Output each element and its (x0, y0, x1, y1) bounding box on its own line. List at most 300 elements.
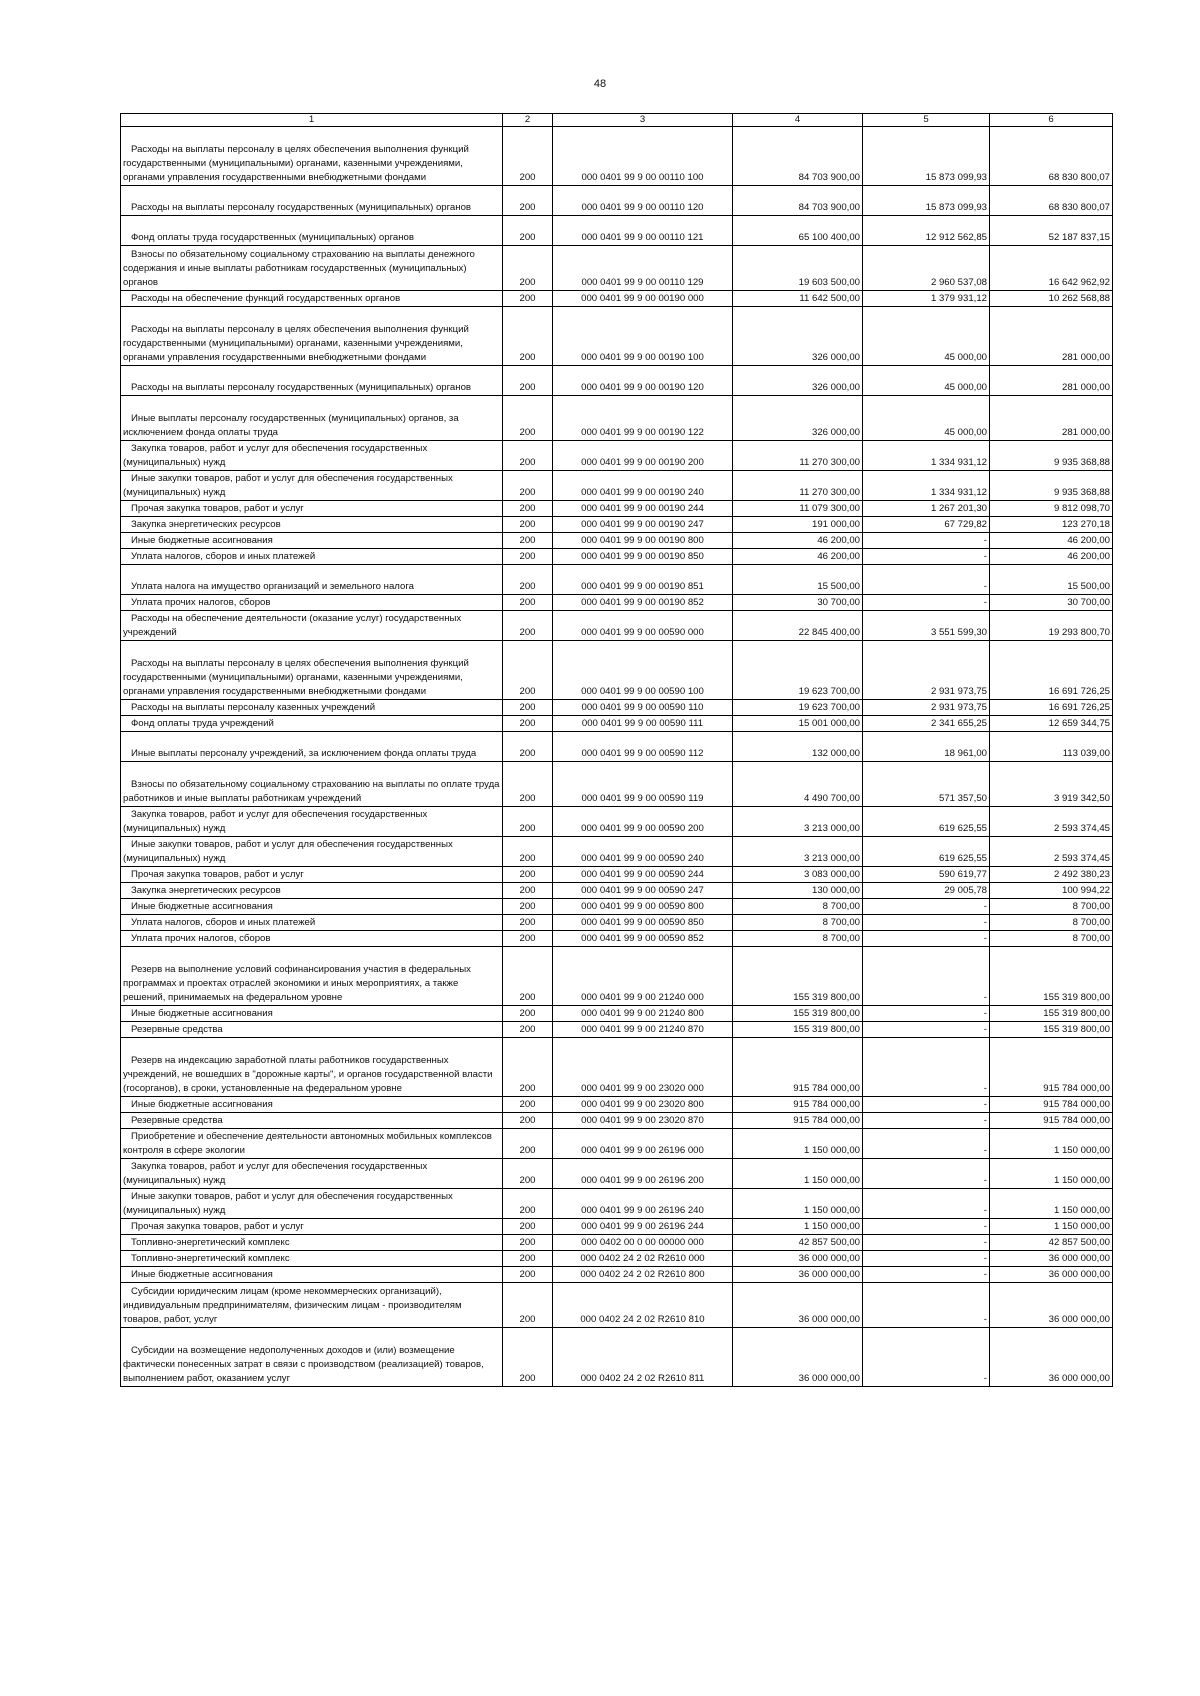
row-col5-cell: 45 000,00 (863, 396, 990, 441)
row-col2-cell: 200 (503, 441, 553, 471)
row-col4-cell: 11 270 300,00 (733, 471, 863, 501)
row-name-text: Приобретение и обеспечение деятельности автономных мобильных комплексов контроля в сфере экологии (123, 1131, 492, 1156)
row-col5-cell: 619 625,55 (863, 807, 990, 837)
row-name-text: Топливно-энергетический комплекс (131, 1237, 290, 1248)
table-row (121, 641, 1113, 700)
row-col4-cell: 8 700,00 (733, 915, 863, 931)
row-name-cell (121, 867, 503, 883)
row-name-text: Резерв на индексацию заработной платы работников государственных учреждений, не вошедших в "дорожные карты", и органов государственной власти (госорганов), в сроки, установленные на федеральном уровне (123, 1055, 493, 1094)
row-col4-cell: 22 845 400,00 (733, 611, 863, 641)
row-code-cell: 000 0401 99 9 00 00190 850 (553, 549, 733, 565)
row-col2-cell: 200 (503, 291, 553, 307)
row-col6-cell: 281 000,00 (990, 307, 1113, 366)
row-code-cell: 000 0402 24 2 02 R2610 810 (553, 1283, 733, 1328)
row-name-cell (121, 807, 503, 837)
table-row (121, 1283, 1113, 1328)
row-code-cell: 000 0401 99 9 00 00190 000 (553, 291, 733, 307)
table-row (121, 1129, 1113, 1159)
row-col6-cell: 155 319 800,00 (990, 947, 1113, 1006)
row-col5-cell: 2 960 537,08 (863, 246, 990, 291)
column-header: 3 (553, 114, 733, 127)
row-col4-cell: 915 784 000,00 (733, 1097, 863, 1113)
row-name-cell (121, 396, 503, 441)
row-name-text: Расходы на выплаты персоналу в целях обеспечения выполнения функций государственными (муниципальными) органами, казенными учреждениями, органами управления государственными внебюджетными фондами (123, 144, 469, 183)
row-name-cell (121, 837, 503, 867)
row-col6-cell: 2 593 374,45 (990, 837, 1113, 867)
row-col6-cell: 2 593 374,45 (990, 807, 1113, 837)
row-col5-cell: 45 000,00 (863, 366, 990, 396)
row-code-cell: 000 0401 99 9 00 00190 852 (553, 595, 733, 611)
table-row (121, 883, 1113, 899)
table-row (121, 915, 1113, 931)
row-col5-cell: - (863, 1283, 990, 1328)
row-col5-cell: - (863, 1159, 990, 1189)
row-name-text: Уплата налогов, сборов и иных платежей (131, 551, 316, 562)
row-name-text: Субсидии юридическим лицам (кроме некоммерческих организаций), индивидуальным предпринимателям, физическим лицам - производителям товаров, работ, услуг (123, 1286, 462, 1325)
row-col2-cell: 200 (503, 471, 553, 501)
row-code-cell: 000 0401 99 9 00 00590 112 (553, 732, 733, 762)
table-row (121, 396, 1113, 441)
table-row (121, 1006, 1113, 1022)
row-col2-cell: 200 (503, 1129, 553, 1159)
row-col2-cell: 200 (503, 517, 553, 533)
row-code-cell: 000 0401 99 9 00 00590 200 (553, 807, 733, 837)
row-name-cell (121, 1129, 503, 1159)
row-code-cell: 000 0401 99 9 00 00590 247 (553, 883, 733, 899)
row-name-cell (121, 1159, 503, 1189)
row-code-cell: 000 0401 99 9 00 00190 120 (553, 366, 733, 396)
row-col2-cell: 200 (503, 1113, 553, 1129)
row-col6-cell: 9 935 368,88 (990, 471, 1113, 501)
row-col6-cell: 16 691 726,25 (990, 641, 1113, 700)
table-row (121, 1189, 1113, 1219)
table-row (121, 1022, 1113, 1038)
row-col2-cell: 200 (503, 127, 553, 186)
row-name-cell (121, 127, 503, 186)
row-name-cell (121, 441, 503, 471)
row-col5-cell: 15 873 099,93 (863, 186, 990, 216)
row-col6-cell: 46 200,00 (990, 533, 1113, 549)
row-name-cell (121, 307, 503, 366)
row-col4-cell: 42 857 500,00 (733, 1235, 863, 1251)
row-code-cell: 000 0401 99 9 00 00190 200 (553, 441, 733, 471)
row-col6-cell: 16 691 726,25 (990, 700, 1113, 716)
row-col6-cell: 68 830 800,07 (990, 186, 1113, 216)
row-col6-cell: 12 659 344,75 (990, 716, 1113, 732)
row-col5-cell: 67 729,82 (863, 517, 990, 533)
row-col6-cell: 36 000 000,00 (990, 1328, 1113, 1387)
row-name-cell (121, 1038, 503, 1097)
row-col4-cell: 84 703 900,00 (733, 127, 863, 186)
row-name-cell (121, 501, 503, 517)
row-code-cell: 000 0401 99 9 00 00190 240 (553, 471, 733, 501)
row-code-cell: 000 0401 99 9 00 00590 244 (553, 867, 733, 883)
row-name-cell (121, 366, 503, 396)
row-col5-cell: 2 341 655,25 (863, 716, 990, 732)
row-col6-cell: 46 200,00 (990, 549, 1113, 565)
row-name-cell (121, 1267, 503, 1283)
row-name-cell (121, 716, 503, 732)
row-name-cell (121, 1219, 503, 1235)
row-col4-cell: 155 319 800,00 (733, 1022, 863, 1038)
column-header: 2 (503, 114, 553, 127)
row-col4-cell: 84 703 900,00 (733, 186, 863, 216)
row-col5-cell: 15 873 099,93 (863, 127, 990, 186)
row-col2-cell: 200 (503, 641, 553, 700)
row-name-text: Расходы на выплаты персоналу в целях обеспечения выполнения функций государственными (муниципальными) органами, казенными учреждениями, органами управления государственными внебюджетными фондами (123, 658, 469, 697)
row-code-cell: 000 0401 99 9 00 26196 240 (553, 1189, 733, 1219)
row-name-cell (121, 1006, 503, 1022)
row-col4-cell: 3 083 000,00 (733, 867, 863, 883)
row-col2-cell: 200 (503, 246, 553, 291)
row-col4-cell: 155 319 800,00 (733, 1006, 863, 1022)
row-col5-cell: - (863, 1219, 990, 1235)
row-col5-cell: 2 931 973,75 (863, 700, 990, 716)
row-col2-cell: 200 (503, 931, 553, 947)
row-name-text: Расходы на выплаты персоналу казенных учреждений (131, 702, 376, 713)
table-row (121, 807, 1113, 837)
row-name-cell (121, 216, 503, 246)
row-col2-cell: 200 (503, 1267, 553, 1283)
table-row (121, 1113, 1113, 1129)
row-name-text: Прочая закупка товаров, работ и услуг (131, 869, 304, 880)
row-col5-cell: - (863, 565, 990, 595)
row-code-cell: 000 0401 99 9 00 00590 800 (553, 899, 733, 915)
row-name-text: Закупка товаров, работ и услуг для обеспечения государственных (муниципальных) нужд (123, 443, 428, 468)
row-code-cell: 000 0401 99 9 00 21240 000 (553, 947, 733, 1006)
row-code-cell: 000 0401 99 9 00 00190 244 (553, 501, 733, 517)
row-col6-cell: 36 000 000,00 (990, 1251, 1113, 1267)
table-row (121, 501, 1113, 517)
row-col5-cell: - (863, 549, 990, 565)
row-col2-cell: 200 (503, 716, 553, 732)
row-col6-cell: 915 784 000,00 (990, 1097, 1113, 1113)
row-name-text: Расходы на обеспечение деятельности (оказание услуг) государственных учреждений (123, 613, 462, 638)
row-col5-cell: 1 334 931,12 (863, 441, 990, 471)
row-col6-cell: 8 700,00 (990, 899, 1113, 915)
row-col6-cell: 1 150 000,00 (990, 1219, 1113, 1235)
row-col2-cell: 200 (503, 549, 553, 565)
row-col2-cell: 200 (503, 366, 553, 396)
table-row (121, 899, 1113, 915)
row-col2-cell: 200 (503, 700, 553, 716)
row-col2-cell: 200 (503, 732, 553, 762)
row-col4-cell: 65 100 400,00 (733, 216, 863, 246)
row-name-cell (121, 533, 503, 549)
row-name-cell (121, 899, 503, 915)
row-col2-cell: 200 (503, 1189, 553, 1219)
row-col5-cell: - (863, 947, 990, 1006)
row-name-text: Фонд оплаты труда учреждений (131, 718, 274, 729)
row-col5-cell: - (863, 1235, 990, 1251)
row-name-text: Фонд оплаты труда государственных (муниципальных) органов (131, 232, 414, 243)
row-code-cell: 000 0401 99 9 00 26196 000 (553, 1129, 733, 1159)
table-row (121, 762, 1113, 807)
row-col4-cell: 4 490 700,00 (733, 762, 863, 807)
column-header: 6 (990, 114, 1113, 127)
table-row (121, 216, 1113, 246)
row-name-text: Субсидии на возмещение недополученных доходов и (или) возмещение фактически понесенных затрат в связи с производством (реализацией) товаров, выполнением работ, оказанием услуг (123, 1345, 484, 1384)
row-col2-cell: 200 (503, 1283, 553, 1328)
row-code-cell: 000 0401 99 9 00 00190 800 (553, 533, 733, 549)
row-col5-cell: 18 961,00 (863, 732, 990, 762)
row-col2-cell: 200 (503, 1038, 553, 1097)
row-col5-cell: 12 912 562,85 (863, 216, 990, 246)
row-code-cell: 000 0401 99 9 00 26196 200 (553, 1159, 733, 1189)
row-name-text: Прочая закупка товаров, работ и услуг (131, 1221, 304, 1232)
row-code-cell: 000 0401 99 9 00 21240 870 (553, 1022, 733, 1038)
row-col5-cell: - (863, 1022, 990, 1038)
row-name-cell (121, 517, 503, 533)
table-row (121, 700, 1113, 716)
row-name-text: Расходы на обеспечение функций государственных органов (131, 293, 401, 304)
row-col2-cell: 200 (503, 533, 553, 549)
row-col5-cell: 571 357,50 (863, 762, 990, 807)
row-col5-cell: - (863, 1189, 990, 1219)
row-name-text: Иные выплаты персоналу государственных (муниципальных) органов, за исключением фонда оплаты труда (123, 413, 459, 438)
row-col6-cell: 3 919 342,50 (990, 762, 1113, 807)
table-row (121, 1267, 1113, 1283)
row-name-text: Резервные средства (131, 1024, 223, 1035)
row-col6-cell: 915 784 000,00 (990, 1038, 1113, 1097)
row-name-text: Закупка энергетических ресурсов (131, 885, 281, 896)
row-code-cell: 000 0401 99 9 00 00190 247 (553, 517, 733, 533)
table-row (121, 565, 1113, 595)
row-col5-cell: 590 619,77 (863, 867, 990, 883)
row-col2-cell: 200 (503, 947, 553, 1006)
row-col6-cell: 16 642 962,92 (990, 246, 1113, 291)
row-code-cell: 000 0401 99 9 00 00590 240 (553, 837, 733, 867)
row-col2-cell: 200 (503, 867, 553, 883)
row-col6-cell: 100 994,22 (990, 883, 1113, 899)
row-code-cell: 000 0401 99 9 00 00110 100 (553, 127, 733, 186)
table-row (121, 517, 1113, 533)
row-col5-cell: 2 931 973,75 (863, 641, 990, 700)
row-col2-cell: 200 (503, 1159, 553, 1189)
row-col4-cell: 1 150 000,00 (733, 1129, 863, 1159)
row-code-cell: 000 0402 24 2 02 R2610 000 (553, 1251, 733, 1267)
row-col2-cell: 200 (503, 837, 553, 867)
row-code-cell: 000 0402 24 2 02 R2610 800 (553, 1267, 733, 1283)
row-name-text: Уплата прочих налогов, сборов (131, 933, 271, 944)
row-col5-cell: 619 625,55 (863, 837, 990, 867)
row-col2-cell: 200 (503, 1251, 553, 1267)
row-name-cell (121, 762, 503, 807)
row-name-text: Уплата налога на имущество организаций и земельного налога (131, 581, 414, 592)
row-col2-cell: 200 (503, 216, 553, 246)
table-row (121, 595, 1113, 611)
page-number: 48 (593, 78, 607, 90)
row-name-text: Резервные средства (131, 1115, 223, 1126)
row-col6-cell: 68 830 800,07 (990, 127, 1113, 186)
row-col5-cell: - (863, 595, 990, 611)
row-name-text: Резерв на выполнение условий софинансирования участия в федеральных программах и проектах отраслей экономики и иных мероприятиях, а также решений, принимаемых на федеральном уровне (123, 964, 471, 1003)
row-code-cell: 000 0402 00 0 00 00000 000 (553, 1235, 733, 1251)
row-code-cell: 000 0402 24 2 02 R2610 811 (553, 1328, 733, 1387)
column-header: 5 (863, 114, 990, 127)
row-col6-cell: 52 187 837,15 (990, 216, 1113, 246)
table-row (121, 441, 1113, 471)
row-name-text: Расходы на выплаты персоналу государственных (муниципальных) органов (131, 202, 471, 213)
row-col6-cell: 281 000,00 (990, 396, 1113, 441)
row-name-cell (121, 291, 503, 307)
row-name-cell (121, 1235, 503, 1251)
row-col4-cell: 30 700,00 (733, 595, 863, 611)
row-col6-cell: 915 784 000,00 (990, 1113, 1113, 1129)
row-name-text: Иные бюджетные ассигнования (131, 1099, 273, 1110)
row-col6-cell: 36 000 000,00 (990, 1267, 1113, 1283)
row-col2-cell: 200 (503, 186, 553, 216)
row-name-text: Иные закупки товаров, работ и услуг для обеспечения государственных (муниципальных) нужд (123, 839, 453, 864)
row-col6-cell: 36 000 000,00 (990, 1283, 1113, 1328)
column-header: 1 (121, 114, 503, 127)
table-row (121, 837, 1113, 867)
row-code-cell: 000 0401 99 9 00 23020 870 (553, 1113, 733, 1129)
table-row (121, 127, 1113, 186)
row-name-cell (121, 1022, 503, 1038)
row-code-cell: 000 0401 99 9 00 00190 851 (553, 565, 733, 595)
row-col2-cell: 200 (503, 899, 553, 915)
row-col6-cell: 8 700,00 (990, 915, 1113, 931)
table-row (121, 931, 1113, 947)
row-col4-cell: 1 150 000,00 (733, 1159, 863, 1189)
row-col4-cell: 326 000,00 (733, 396, 863, 441)
row-col4-cell: 3 213 000,00 (733, 837, 863, 867)
row-name-text: Расходы на выплаты персоналу в целях обеспечения выполнения функций государственными (муниципальными) органами, казенными учреждениями, органами управления государственными внебюджетными фондами (123, 324, 469, 363)
table-row (121, 1038, 1113, 1097)
row-name-text: Уплата налогов, сборов и иных платежей (131, 917, 316, 928)
table-row (121, 246, 1113, 291)
column-header: 4 (733, 114, 863, 127)
row-name-cell (121, 732, 503, 762)
row-name-cell (121, 549, 503, 565)
row-name-cell (121, 1113, 503, 1129)
row-col2-cell: 200 (503, 307, 553, 366)
row-name-text: Взносы по обязательному социальному страхованию на выплаты денежного содержания и иные выплаты работникам государственных (муниципальных) органов (123, 249, 475, 288)
row-col4-cell: 19 623 700,00 (733, 700, 863, 716)
row-name-cell (121, 611, 503, 641)
table-row (121, 867, 1113, 883)
row-code-cell: 000 0401 99 9 00 23020 000 (553, 1038, 733, 1097)
table-row (121, 533, 1113, 549)
row-col5-cell: - (863, 931, 990, 947)
row-col4-cell: 19 603 500,00 (733, 246, 863, 291)
row-col2-cell: 200 (503, 565, 553, 595)
row-col6-cell: 113 039,00 (990, 732, 1113, 762)
row-col4-cell: 11 079 300,00 (733, 501, 863, 517)
row-name-cell (121, 471, 503, 501)
row-col5-cell: - (863, 1038, 990, 1097)
row-col5-cell: 45 000,00 (863, 307, 990, 366)
row-name-cell (121, 641, 503, 700)
row-name-text: Иные бюджетные ассигнования (131, 901, 273, 912)
row-col5-cell: - (863, 1267, 990, 1283)
table-row (121, 471, 1113, 501)
row-col4-cell: 326 000,00 (733, 307, 863, 366)
row-col6-cell: 8 700,00 (990, 931, 1113, 947)
table-row (121, 1251, 1113, 1267)
row-name-text: Расходы на выплаты персоналу государственных (муниципальных) органов (131, 382, 471, 393)
row-col2-cell: 200 (503, 1235, 553, 1251)
row-col2-cell: 200 (503, 1328, 553, 1387)
row-code-cell: 000 0401 99 9 00 23020 800 (553, 1097, 733, 1113)
row-col4-cell: 15 500,00 (733, 565, 863, 595)
row-col4-cell: 132 000,00 (733, 732, 863, 762)
row-col2-cell: 200 (503, 611, 553, 641)
row-col4-cell: 8 700,00 (733, 931, 863, 947)
table-row (121, 947, 1113, 1006)
row-col5-cell: 3 551 599,30 (863, 611, 990, 641)
row-col4-cell: 3 213 000,00 (733, 807, 863, 837)
row-name-text: Топливно-энергетический комплекс (131, 1253, 290, 1264)
row-col6-cell: 15 500,00 (990, 565, 1113, 595)
row-col4-cell: 1 150 000,00 (733, 1219, 863, 1235)
row-col4-cell: 191 000,00 (733, 517, 863, 533)
row-col2-cell: 200 (503, 1022, 553, 1038)
row-col4-cell: 130 000,00 (733, 883, 863, 899)
row-col5-cell: 1 334 931,12 (863, 471, 990, 501)
row-name-cell (121, 595, 503, 611)
row-col4-cell: 15 001 000,00 (733, 716, 863, 732)
row-col4-cell: 19 623 700,00 (733, 641, 863, 700)
row-name-text: Закупка энергетических ресурсов (131, 519, 281, 530)
table-row (121, 716, 1113, 732)
row-code-cell: 000 0401 99 9 00 00590 852 (553, 931, 733, 947)
row-col4-cell: 155 319 800,00 (733, 947, 863, 1006)
row-col4-cell: 915 784 000,00 (733, 1038, 863, 1097)
table-row (121, 1159, 1113, 1189)
row-name-text: Закупка товаров, работ и услуг для обеспечения государственных (муниципальных) нужд (123, 809, 428, 834)
row-col6-cell: 281 000,00 (990, 366, 1113, 396)
row-col4-cell: 36 000 000,00 (733, 1267, 863, 1283)
row-col2-cell: 200 (503, 807, 553, 837)
row-name-text: Иные бюджетные ассигнования (131, 535, 273, 546)
row-col2-cell: 200 (503, 595, 553, 611)
row-col5-cell: 1 267 201,30 (863, 501, 990, 517)
row-col2-cell: 200 (503, 396, 553, 441)
row-code-cell: 000 0401 99 9 00 00590 110 (553, 700, 733, 716)
row-col5-cell: 1 379 931,12 (863, 291, 990, 307)
table-row (121, 291, 1113, 307)
row-col4-cell: 1 150 000,00 (733, 1189, 863, 1219)
row-col5-cell: - (863, 533, 990, 549)
row-col5-cell: - (863, 1097, 990, 1113)
row-col5-cell: - (863, 1113, 990, 1129)
row-col5-cell: 29 005,78 (863, 883, 990, 899)
row-name-text: Иные бюджетные ассигнования (131, 1008, 273, 1019)
row-code-cell: 000 0401 99 9 00 00590 111 (553, 716, 733, 732)
row-col4-cell: 326 000,00 (733, 366, 863, 396)
row-name-cell (121, 1097, 503, 1113)
table-row (121, 549, 1113, 565)
row-col5-cell: - (863, 1006, 990, 1022)
row-code-cell: 000 0401 99 9 00 00110 129 (553, 246, 733, 291)
row-name-cell (121, 883, 503, 899)
row-col5-cell: - (863, 899, 990, 915)
table-row (121, 186, 1113, 216)
row-name-cell (121, 931, 503, 947)
row-code-cell: 000 0401 99 9 00 21240 800 (553, 1006, 733, 1022)
table-row (121, 1219, 1113, 1235)
row-col4-cell: 36 000 000,00 (733, 1328, 863, 1387)
row-col2-cell: 200 (503, 1006, 553, 1022)
row-name-text: Иные закупки товаров, работ и услуг для обеспечения государственных (муниципальных) нужд (123, 1191, 453, 1216)
row-col6-cell: 155 319 800,00 (990, 1006, 1113, 1022)
row-col5-cell: - (863, 915, 990, 931)
row-name-text: Иные бюджетные ассигнования (131, 1269, 273, 1280)
table-row (121, 1328, 1113, 1387)
budget-table (120, 113, 1113, 1387)
